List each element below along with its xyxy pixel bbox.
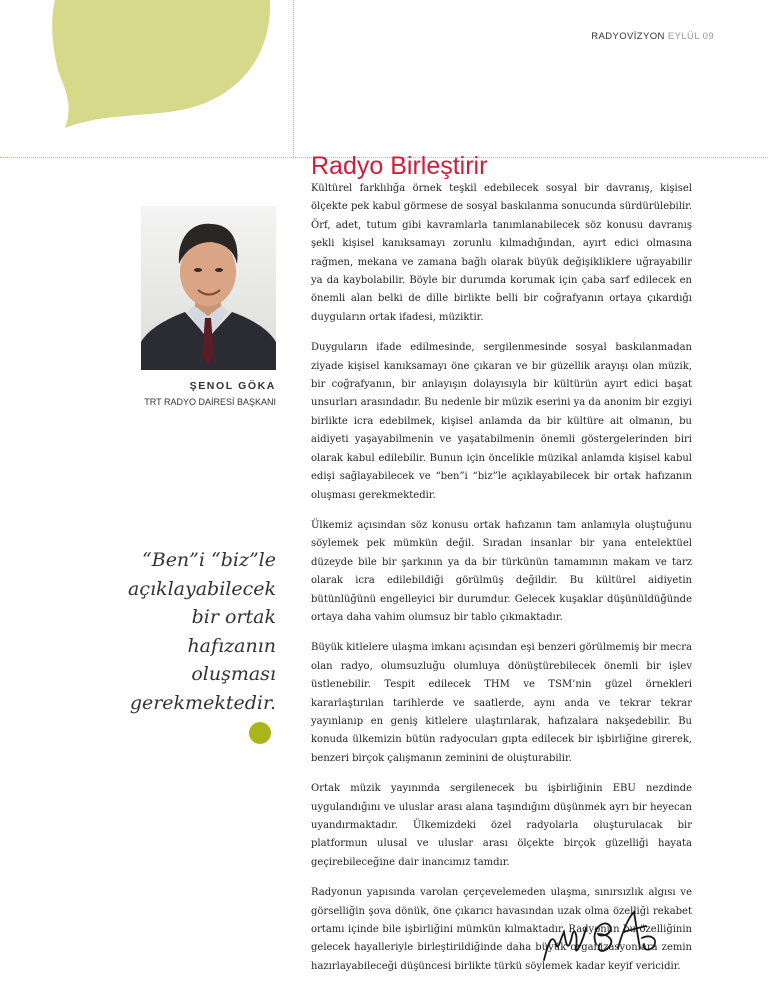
article-body xyxy=(311,180,692,988)
body-paragraph: Ortak müzik yayınında sergilenecek bu işbirliğinin EBU nezdinde uygulandığını ve uluslar arası alana taşındığını düşünmek ayrı bir heyecan uyandırmaktadır. Ülkemizdeki özel radyolarla oluşturulacak bir platformun ulusal ve uluslar arası ölçekte birçok güzelliği hayata geçirebileceğine dair inancımız tamdır. xyxy=(311,783,692,868)
body-paragraph: Radyonun yapısında varolan çerçevelemeden ulaşma, sınırsızlık algısı ve görselliğin şova dönük, öne çıkarıcı havasından uzak olma özelliği rekabet ortamı içinde bile işbirliğini mümkün kılmaktadır. Radyonun bu özelliğinin gelecek hayalleriyle birleştirildiğinde daha büyük organizasyonlara zemin hazırlayabileceği düşüncesi birlikte türkü söylemek kadar keyif vericidir. xyxy=(311,887,692,972)
magazine-header xyxy=(540,31,714,42)
article-title: Radyo Birleştirir xyxy=(311,152,488,180)
body-paragraph: Kültürel farklılığa örnek teşkil edebilecek sosyal bir davranış, kişisel ölçekte pek kabul görmese de sosyal baskılanma sonucunda sürdürülebilir. Örf, adet, tutum gibi kavramlarla tanımlanabilecek söz konusu davranış şekli kişisel kanıksamayı zorunlu kılmadığından, ayırt edici olmasına rağmen, mekana ve zamana bağlı olarak büyük değişikliklere uğrayabilir ya da kaybolabilir. Böyle bir durumda korumak için çaba sarf edilecek en önemli alan belki de dille birlikte belli bir coğrafyanın ortaya çıkardığı duyguların ortak ifadesi, müziktir. xyxy=(311,183,692,323)
issue-date: EYLÜL 09 xyxy=(667,31,714,42)
body-paragraph: Duyguların ifade edilmesinde, sergilenmesinde sosyal baskılanmadan ziyade kişisel kanıksamayı öne çıkaran ve bir güzellik arayışı olan müzik, bir coğrafyanın, bir anlayışın dolayısıyla bir kültürün ayırt edici başat unsurları arasındadır. Bu nedenle bir müzik eserini ya da anonim bir ezgiyi birlikte icra edebilmek, kişisel anlamda da bir kültüre ait olmanın, bu aidiyeti yaşayabilmenin ve yaşatabilmenin önemli göstergelerinden biri olarak kabul edilebilir. Bunun için öncelikle müzikal anlamda kişisel kabul edişi sağlayabilecek ve “ben”i “biz”le açıklayabilecek bir ortak hafızanın oluşması gerekmektedir. xyxy=(311,342,692,501)
magazine-name: RADYOVİZYON xyxy=(591,31,665,42)
decorative-speech-bubble xyxy=(0,0,270,150)
author-name: ŞENOL GÖKA xyxy=(189,380,276,392)
body-paragraph: Büyük kitlelere ulaşma imkanı açısından eşi benzeri görülmemiş bir mecra olan radyo, olumsuzluğu olumluya dönüştürebilecek önemli bir işlev üstlenebilir. Tespit edilecek THM ve TSM’nin güzel örnekleri kararlaştırılan tarihlerde ve saatlerde, aynı anda ve tekrar tekrar yayınlanıp en geniş kitlelere ulaştırılarak, hafızalara nakşedebilir. Bu konuda ülkemizin bütün radyocuları gıpta edilecek bir işbirliğine girerek, benzeri birçok çalışmanın zeminini de oluşturabilir. xyxy=(311,642,692,764)
author-role: TRT RADYO DAİRESİ BAŞKANI xyxy=(144,397,276,407)
body-paragraph: Ülkemiz açısından söz konusu ortak hafızanın tam anlamıyla oluştuğunu söylemek pek mümkün değil. Sıradan insanlar bir yana entelektüel düzeyde bile bir şarkının ya da bir türkünün tamamının makam ve tarz olarak icra edilebildiği görülmüş değildir. Bu kültürel aidiyetin bütünlüğünü engelleyici bir durumdur. Gelecek kuşaklar düşünüldüğünde ortaya daha vahim olumsuz bir tablo çıkmaktadır. xyxy=(311,519,692,623)
author-signature xyxy=(538,904,664,970)
author-photo xyxy=(141,206,276,370)
pull-quote: “Ben”i “biz”le açıklayabilecek bir ortak hafızanın oluşması gerekmektedir. xyxy=(128,549,276,714)
vertical-dotted-divider xyxy=(293,0,294,157)
decorative-dot xyxy=(249,722,271,744)
